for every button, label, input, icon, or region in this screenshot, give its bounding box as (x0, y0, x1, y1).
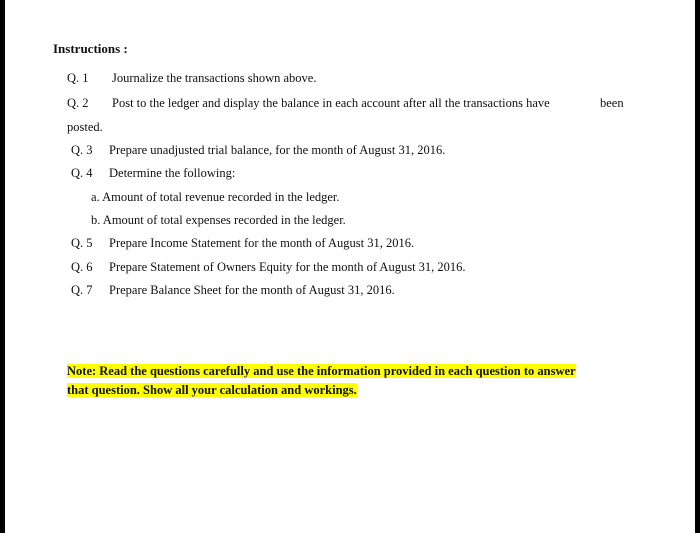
question-text: Prepare Balance Sheet for the month of August 31, 2016. (109, 283, 395, 297)
note-block (67, 362, 627, 400)
question-number: Q. 5 (71, 236, 93, 250)
question-2-continuation: posted. (67, 120, 103, 134)
question-text: Prepare Statement of Owners Equity for the month of August 31, 2016. (109, 260, 466, 274)
question-number: Q. 6 (71, 260, 93, 274)
question-number: Q. 4 (71, 166, 93, 180)
question-number: Q. 1 (67, 71, 89, 85)
question-number: Q. 7 (71, 283, 93, 297)
question-number: Q. 3 (71, 143, 93, 157)
question-text: Determine the following: (109, 166, 236, 180)
note-line-2: that question. Show all your calculation and workings. (67, 383, 357, 397)
question-text: Prepare unadjusted trial balance, for the month of August 31, 2016. (109, 143, 446, 157)
question-text-tail: been (600, 96, 624, 110)
note-line-1: Note: Read the questions carefully and use the information provided in each question to answer (67, 364, 576, 378)
question-number: Q. 2 (67, 96, 89, 110)
subitem-a: a. Amount of total revenue recorded in the ledger. (91, 190, 340, 204)
question-text: Post to the ledger and display the balance in each account after all the transactions have (112, 96, 550, 110)
instructions-heading: Instructions : (53, 41, 128, 56)
question-text: Journalize the transactions shown above. (112, 71, 317, 85)
subitem-b: b. Amount of total expenses recorded in the ledger. (91, 213, 346, 227)
document-page (5, 0, 695, 533)
question-text: Prepare Income Statement for the month of August 31, 2016. (109, 236, 415, 250)
